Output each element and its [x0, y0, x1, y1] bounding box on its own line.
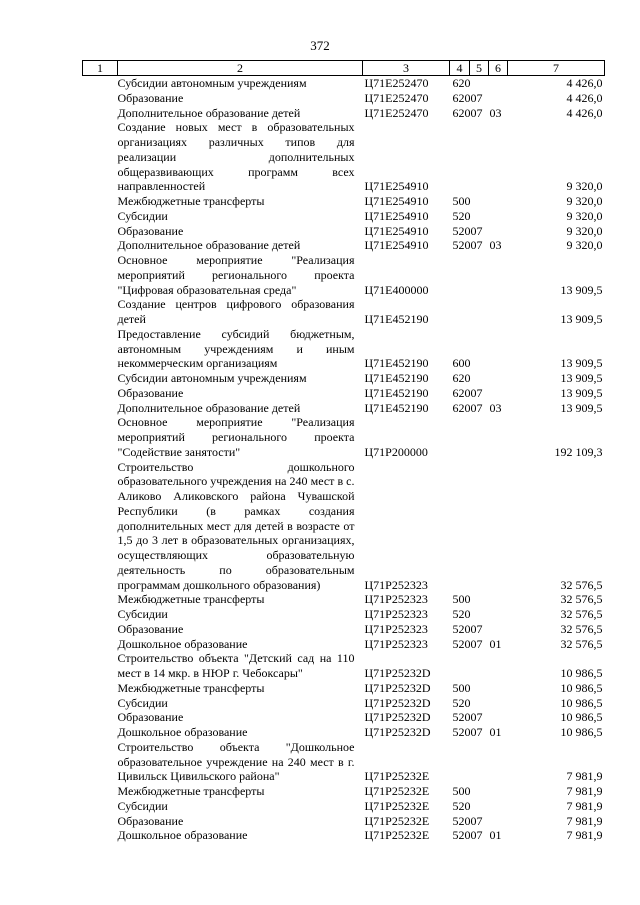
row-col5: 07: [470, 385, 483, 400]
row-col6: [489, 371, 508, 386]
row-name: Строительство объекта "Детский сад на 110 мест в 14 мкр. в НЮР г. Чебоксары": [117, 651, 355, 680]
table-row: [83, 651, 605, 681]
row-amount: 9 320,0: [566, 223, 603, 238]
row-amount: 10 986,5: [560, 725, 603, 739]
row-col5: [470, 696, 489, 711]
row-amount: 7 981,9: [566, 784, 603, 798]
row-amount: 4 426,0: [566, 76, 603, 90]
table-row: [83, 637, 605, 652]
row-name: Дошкольное образование: [117, 636, 248, 651]
row-number-cell: [83, 238, 118, 253]
table-row: [83, 681, 605, 696]
row-amount: 32 576,5: [560, 607, 603, 621]
row-number-cell: [83, 696, 118, 711]
row-number-cell: [83, 106, 118, 121]
row-number-cell: [83, 371, 118, 386]
row-code: Ц71P252323: [364, 621, 428, 636]
row-col4: 520: [452, 238, 471, 253]
row-number-cell: [83, 622, 118, 637]
row-col5: [470, 651, 489, 681]
row-name: Строительство дошкольного образовательного учреждения на 240 мест в с. Аликово Аликовского района Чувашской Республики (в рамках создания дополнительных мест для детей в возрасте от 1,5 до 3 лет в образовательных организациях, осуществляющих образовательную деятельность по образовательным программам дошкольного образования): [117, 459, 355, 592]
row-col4: 520: [452, 813, 471, 828]
row-col6: [489, 740, 508, 784]
column-header-7: 7: [508, 61, 605, 76]
row-col4: 520: [452, 223, 471, 238]
row-col5: [470, 297, 489, 327]
column-header-5: 5: [470, 61, 489, 76]
row-name: Строительство объекта "Дошкольное образовательное учреждение на 240 мест в г. Цивильск Цивильского района": [117, 739, 355, 784]
row-number-cell: [83, 209, 118, 224]
row-col6: [489, 209, 508, 224]
row-number-cell: [83, 651, 118, 681]
table-body: [83, 76, 605, 844]
row-col5: [470, 327, 489, 371]
row-name: Дополнительное образование детей: [117, 400, 301, 415]
row-col6: [489, 224, 508, 239]
row-name: Образование: [117, 223, 184, 238]
row-amount: 10 986,5: [560, 680, 603, 695]
row-number-cell: [83, 386, 118, 401]
row-code: Ц71E252470: [364, 90, 429, 105]
row-amount: 13 909,5: [560, 385, 603, 400]
row-code: Ц71P252323: [364, 607, 428, 621]
row-col6: 01: [489, 725, 502, 739]
row-col5: 07: [470, 710, 483, 725]
column-header-1: 1: [83, 61, 118, 76]
row-col5: [470, 607, 489, 622]
row-amount: 10 986,5: [560, 666, 603, 680]
row-number-cell: [83, 76, 118, 91]
row-code: Ц71P25232E: [364, 828, 430, 843]
row-amount: 32 576,5: [560, 636, 603, 651]
table-row: [83, 297, 605, 327]
row-col5: [470, 415, 489, 459]
row-col6: [489, 460, 508, 593]
row-number-cell: [83, 784, 118, 799]
row-col6: [489, 799, 508, 814]
table-row: [83, 327, 605, 371]
row-number-cell: [83, 297, 118, 327]
row-col5: [470, 740, 489, 784]
table-row: [83, 238, 605, 253]
row-col4: 620: [452, 385, 471, 400]
row-number-cell: [83, 592, 118, 607]
budget-table: [82, 60, 605, 843]
row-code: Ц71E254910: [364, 194, 429, 208]
row-name: Основное мероприятие "Реализация мероприятий регионального проекта "Содействие занятости": [117, 415, 355, 459]
table-row: [83, 253, 605, 297]
table-row: [83, 120, 605, 194]
row-code: Ц71E254910: [364, 223, 429, 238]
row-code: Ц71P252323: [364, 592, 428, 607]
row-name: Образование: [117, 813, 184, 828]
row-number-cell: [83, 253, 118, 297]
table-row: [83, 710, 605, 725]
row-amount: 13 909,5: [560, 371, 603, 385]
row-code: Ц71E452190: [364, 371, 429, 385]
column-header-2: 2: [118, 61, 363, 76]
row-code: Ц71P25232E: [364, 798, 430, 813]
row-number-cell: [83, 828, 118, 843]
table-row: [83, 224, 605, 239]
row-col4: 520: [452, 621, 471, 636]
row-col6: 03: [489, 105, 502, 120]
row-col6: [489, 120, 508, 194]
row-col5: [470, 371, 489, 386]
row-number-cell: [83, 194, 118, 209]
table-row: [83, 91, 605, 106]
row-code: Ц71E452190: [364, 385, 429, 400]
row-code: Ц71P25232D: [364, 710, 431, 725]
row-amount: 13 909,5: [560, 400, 603, 415]
row-name: Образование: [117, 710, 184, 725]
column-header-6: 6: [489, 61, 508, 76]
row-col6: [489, 91, 508, 106]
row-col6: [489, 386, 508, 401]
row-name: Субсидии автономным учреждениям: [117, 76, 307, 90]
row-col4: 520: [452, 828, 471, 843]
row-col6: [489, 681, 508, 696]
row-amount: 9 320,0: [566, 238, 603, 253]
row-col6: [489, 710, 508, 725]
row-number-cell: [83, 710, 118, 725]
row-col5: [470, 120, 489, 194]
row-col6: [489, 297, 508, 327]
row-name: Межбюджетные трансферты: [117, 194, 265, 208]
row-amount: 4 426,0: [566, 105, 603, 120]
row-amount: 192 109,3: [554, 444, 603, 459]
row-col5: 07: [470, 90, 483, 105]
row-number-cell: [83, 401, 118, 416]
table-row: [83, 828, 605, 843]
row-code: Ц71E400000: [364, 282, 429, 297]
row-col5: [470, 784, 489, 799]
row-col6: [489, 327, 508, 371]
row-col5: [470, 194, 489, 209]
row-code: Ц71E452190: [364, 356, 429, 371]
row-col4: 500: [452, 784, 471, 798]
row-col4: 520: [452, 208, 471, 223]
row-amount: 32 576,5: [560, 577, 603, 592]
row-col6: [489, 76, 508, 91]
row-col4: [450, 253, 470, 297]
row-col6: [489, 651, 508, 681]
row-col5: 07: [470, 621, 483, 636]
row-col4: 520: [452, 607, 471, 621]
row-col6: [489, 194, 508, 209]
row-name: Субсидии: [117, 208, 168, 223]
table-row: [83, 622, 605, 637]
row-col5: 07: [470, 636, 483, 651]
table-row: [83, 784, 605, 799]
row-col5: [470, 76, 489, 91]
row-amount: 10 986,5: [560, 695, 603, 710]
row-col6: [489, 814, 508, 829]
row-col6: [489, 607, 508, 622]
table-row: [83, 725, 605, 740]
row-number-cell: [83, 224, 118, 239]
row-name: Субсидии: [117, 607, 168, 621]
row-amount: 32 576,5: [560, 621, 603, 636]
row-col4: 620: [452, 76, 471, 90]
row-name: Образование: [117, 621, 184, 636]
table-row: [83, 371, 605, 386]
row-col5: 07: [470, 725, 483, 739]
row-name: Межбюджетные трансферты: [117, 784, 265, 798]
row-col6: [489, 696, 508, 711]
row-col6: [489, 592, 508, 607]
row-number-cell: [83, 607, 118, 622]
table-row: [83, 401, 605, 416]
row-col4: 500: [452, 680, 471, 695]
row-name: Межбюджетные трансферты: [117, 592, 265, 607]
row-col5: 07: [470, 238, 483, 253]
row-number-cell: [83, 740, 118, 784]
row-name: Субсидии: [117, 798, 168, 813]
row-col4: 620: [452, 371, 471, 385]
row-col5: [470, 681, 489, 696]
table-row: [83, 799, 605, 814]
page-number: 372: [310, 38, 330, 53]
row-code: Ц71E452190: [364, 400, 429, 415]
row-col4: 520: [452, 798, 471, 813]
row-col6: 01: [489, 636, 502, 651]
table-row: [83, 814, 605, 829]
row-col6: [489, 415, 508, 459]
row-col4: 600: [452, 356, 471, 371]
table-row: [83, 592, 605, 607]
row-name: Дополнительное образование детей: [117, 238, 301, 253]
row-name: Образование: [117, 385, 184, 400]
row-col4: [450, 120, 470, 194]
row-col6: [489, 622, 508, 637]
row-amount: 4 426,0: [566, 90, 603, 105]
row-code: Ц71P25232D: [364, 666, 431, 680]
column-header-3: 3: [363, 61, 450, 76]
row-name: Дошкольное образование: [117, 725, 248, 739]
row-col4: 620: [452, 400, 471, 415]
row-amount: 13 909,5: [560, 356, 603, 371]
row-name: Образование: [117, 90, 184, 105]
row-col4: 620: [452, 105, 471, 120]
row-number-cell: [83, 460, 118, 593]
row-number-cell: [83, 725, 118, 740]
row-amount: 10 986,5: [560, 710, 603, 725]
row-col5: 07: [470, 400, 483, 415]
table-row: [83, 740, 605, 784]
table-row: [83, 194, 605, 209]
table-row: [83, 460, 605, 593]
row-number-cell: [83, 681, 118, 696]
row-col4: [450, 415, 470, 459]
row-name: Основное мероприятие "Реализация мероприятий регионального проекта "Цифровая образовательная среда": [117, 253, 355, 297]
table-row: [83, 209, 605, 224]
row-col5: [470, 592, 489, 607]
row-col4: 520: [452, 636, 471, 651]
row-code: Ц71P25232D: [364, 695, 431, 710]
row-name: Создание центров цифрового образования детей: [117, 297, 355, 326]
column-header-4: 4: [450, 61, 470, 76]
row-col6: 01: [489, 828, 502, 843]
header-row: [83, 61, 605, 76]
row-col5: [470, 253, 489, 297]
row-code: Ц71E252470: [364, 76, 429, 90]
row-code: Ц71P25232D: [364, 680, 431, 695]
row-name: Создание новых мест в образовательных организациях различных типов для реализации дополнительных общеразвивающих программ всех направленностей: [117, 120, 355, 194]
row-code: Ц71E252470: [364, 105, 429, 120]
row-col5: 07: [470, 813, 483, 828]
row-code: Ц71E452190: [364, 312, 429, 326]
row-code: Ц71P25232E: [364, 813, 430, 828]
row-col5: 07: [470, 223, 483, 238]
row-col5: [470, 460, 489, 593]
row-name: Субсидии автономным учреждениям: [117, 371, 307, 385]
row-code: Ц71P25232D: [364, 725, 431, 739]
row-name: Дошкольное образование: [117, 828, 248, 843]
row-amount: 13 909,5: [560, 282, 603, 297]
row-number-cell: [83, 415, 118, 459]
row-col4: 520: [452, 695, 471, 710]
row-col4: [450, 740, 470, 784]
row-amount: 7 981,9: [566, 769, 603, 784]
row-code: Ц71P25232E: [364, 784, 430, 798]
row-number-cell: [83, 814, 118, 829]
row-number-cell: [83, 91, 118, 106]
row-code: Ц71P25232E: [364, 769, 430, 784]
table-row: [83, 696, 605, 711]
row-number-cell: [83, 637, 118, 652]
row-code: Ц71E254910: [364, 238, 429, 253]
row-col4: 520: [452, 725, 471, 739]
table-row: [83, 607, 605, 622]
row-amount: 9 320,0: [566, 208, 603, 223]
row-code: Ц71P252323: [364, 577, 428, 592]
row-col5: 07: [470, 828, 483, 843]
row-number-cell: [83, 799, 118, 814]
row-code: Ц71P200000: [364, 444, 428, 459]
row-amount: 7 981,9: [566, 798, 603, 813]
row-amount: 7 981,9: [566, 828, 603, 843]
row-col4: 500: [452, 194, 471, 208]
row-name: Предоставление субсидий бюджетным, автономным учреждениям и иным некоммерческим организациям: [117, 326, 355, 371]
row-number-cell: [83, 327, 118, 371]
table-row: [83, 76, 605, 91]
row-code: Ц71P252323: [364, 636, 428, 651]
row-col4: 620: [452, 90, 471, 105]
row-col5: [470, 209, 489, 224]
row-amount: 7 981,9: [566, 813, 603, 828]
row-col4: [450, 297, 470, 327]
row-amount: 9 320,0: [566, 179, 603, 194]
row-amount: 32 576,5: [560, 592, 603, 607]
row-code: Ц71E254910: [364, 208, 429, 223]
row-amount: 9 320,0: [566, 194, 603, 208]
table-row: [83, 415, 605, 459]
row-code: Ц71E254910: [364, 179, 429, 194]
row-col4: 520: [452, 710, 471, 725]
table-row: [83, 106, 605, 121]
row-col4: 500: [452, 592, 471, 607]
row-name: Субсидии: [117, 695, 168, 710]
table-row: [83, 386, 605, 401]
row-col6: 03: [489, 238, 502, 253]
row-amount: 13 909,5: [560, 312, 603, 326]
table-header: [83, 61, 605, 76]
row-col5: 07: [470, 105, 483, 120]
row-name: Межбюджетные трансферты: [117, 680, 265, 695]
row-number-cell: [83, 120, 118, 194]
row-col4: [450, 651, 470, 681]
row-col6: 03: [489, 400, 502, 415]
row-col6: [489, 784, 508, 799]
row-col6: [489, 253, 508, 297]
row-col5: [470, 799, 489, 814]
row-name: Дополнительное образование детей: [117, 105, 301, 120]
row-col4: [450, 460, 470, 593]
